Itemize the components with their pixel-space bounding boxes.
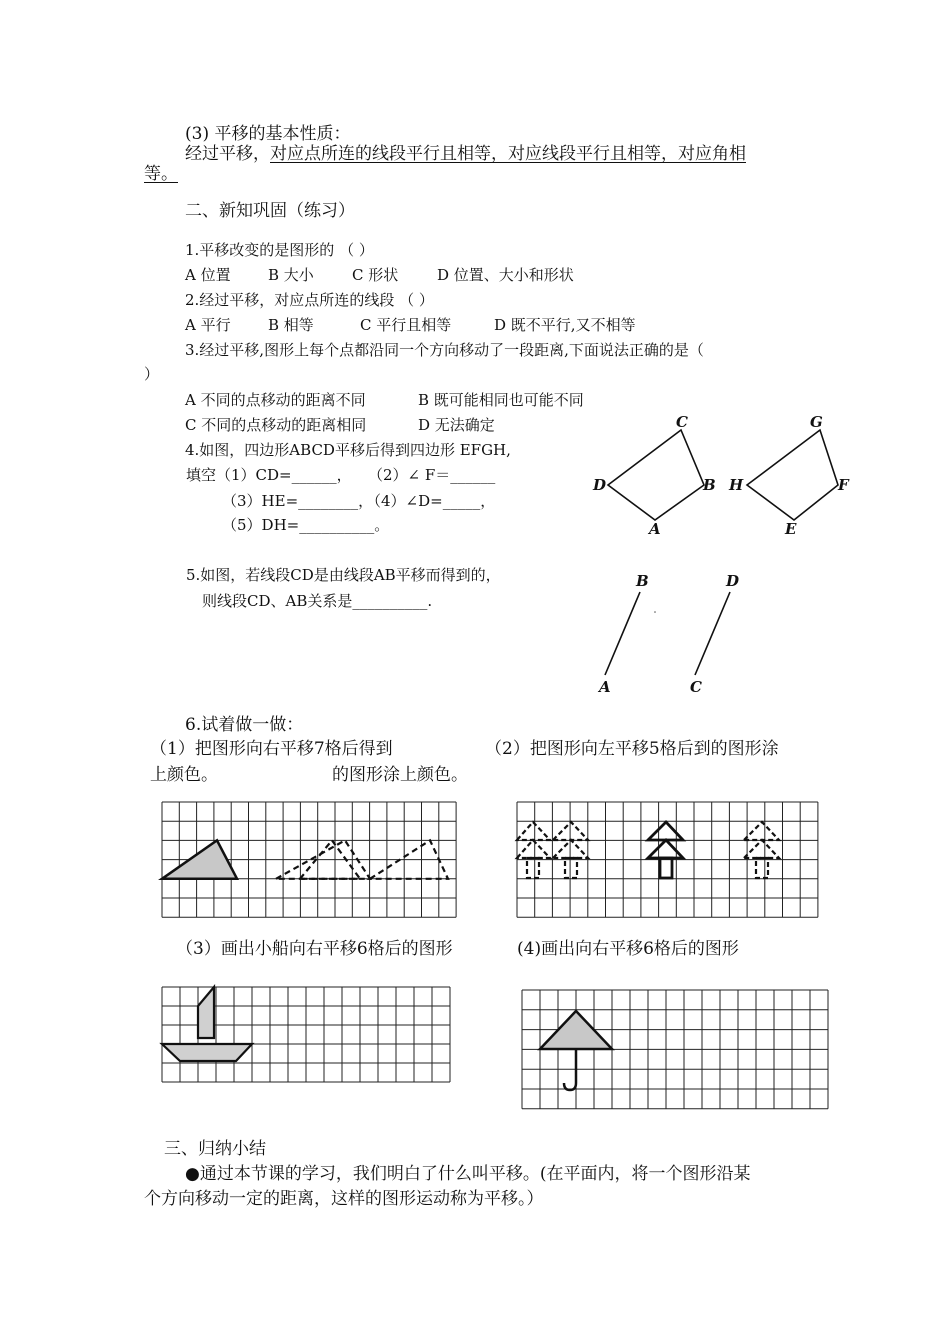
boat-sail bbox=[198, 987, 214, 1038]
try-p4: (4)画出向右平移6格后的图形 bbox=[517, 939, 739, 959]
q5-line2: 则线段CD、AB关系是__________. bbox=[202, 592, 433, 610]
q2-option-b: B 相等 bbox=[268, 316, 314, 334]
q4-fill4: （4）∠D=_____， bbox=[366, 492, 496, 510]
label-h: H bbox=[729, 476, 744, 494]
label-f: F bbox=[838, 476, 849, 494]
q3-text-cont: ） bbox=[144, 365, 160, 383]
summary-heading: 三、归纳小结 bbox=[164, 1139, 266, 1159]
tree-dashed-3 bbox=[744, 822, 779, 878]
q1-option-b: B 大小 bbox=[268, 266, 314, 284]
q3-option-a: A 不同的点移动的距离不同 bbox=[185, 391, 366, 409]
q3-option-b: B 既可能相同也可能不同 bbox=[418, 391, 584, 409]
q2-text: 2.经过平移，对应点所连的线段 （ ） bbox=[185, 291, 434, 309]
basic-property-heading: (3) 平移的基本性质： bbox=[185, 124, 351, 144]
label-d: D bbox=[593, 476, 607, 494]
grid-boat-exercise bbox=[160, 985, 455, 1085]
q4-line1: 4.如图，四边形ABCD平移后得到四边形 EFGH, bbox=[185, 441, 511, 459]
quadrilateral-figure bbox=[585, 410, 855, 540]
grid-tree-exercise bbox=[515, 800, 825, 920]
grid-triangle-exercise bbox=[160, 800, 465, 920]
q3-option-d: D 无法确定 bbox=[418, 416, 495, 434]
q4-fill5: （5）DH=__________。 bbox=[222, 516, 390, 534]
q4-fill1: 填空（1）CD=______， bbox=[186, 466, 352, 484]
q1-option-c: C 形状 bbox=[352, 266, 399, 284]
tree-original bbox=[648, 822, 683, 878]
q2-option-a: A 平行 bbox=[185, 316, 231, 334]
q2-option-c: C 平行且相等 bbox=[360, 316, 452, 334]
grid-umbrella-exercise bbox=[520, 988, 835, 1113]
boat-hull bbox=[162, 1044, 252, 1061]
q3-option-c: C 不同的点移动的距离相同 bbox=[185, 416, 367, 434]
label-e: E bbox=[785, 520, 797, 538]
q4-fill3: （3）HE=________， bbox=[222, 492, 374, 510]
try-p1-line1: （1）把图形向右平移7格后得到 bbox=[150, 739, 393, 759]
q2-option-d: D 既不平行,又不相等 bbox=[494, 316, 636, 334]
try-p3: （3）画出小船向右平移6格后的图形 bbox=[176, 939, 453, 959]
q1-option-d: D 位置、大小和形状 bbox=[437, 266, 574, 284]
try-p1-line2a: 上颜色。 bbox=[150, 765, 218, 785]
label-a: A bbox=[649, 520, 661, 538]
tree-dashed-1 bbox=[517, 822, 550, 878]
q5-line1: 5.如图，若线段CD是由线段AB平移而得到的， bbox=[186, 566, 501, 584]
basic-property-line2: 等。 bbox=[144, 164, 178, 184]
q4-fill2: （2）∠ F＝______ bbox=[368, 466, 496, 484]
try-p1-line2b: 的图形涂上颜色。 bbox=[332, 765, 468, 785]
q3-text: 3.经过平移,图形上每个点都沿同一个方向移动了一段距离,下面说法正确的是（ bbox=[185, 341, 704, 359]
practice-heading: 二、新知巩固（练习） bbox=[185, 201, 355, 221]
try-heading: 6.试着做一做： bbox=[185, 715, 304, 735]
label-c: C bbox=[690, 678, 702, 696]
label-b: B bbox=[636, 572, 649, 590]
line1-underlined: 对应点所连的线段平行且相等，对应线段平行且相等，对应角相 bbox=[270, 144, 746, 164]
summary-line2: 个方向移动一定的距离，这样的图形运动称为平移。） bbox=[144, 1189, 544, 1209]
quad-abcd bbox=[608, 430, 704, 520]
q1-text: 1.平移改变的是图形的 （ ） bbox=[185, 241, 374, 259]
basic-property-line1 bbox=[185, 146, 746, 163]
label-d: D bbox=[726, 572, 740, 590]
segment-cd bbox=[695, 592, 730, 675]
segment-ab bbox=[605, 592, 640, 675]
quad-efgh bbox=[747, 430, 838, 520]
label-b: B bbox=[703, 476, 716, 494]
q1-option-a: A 位置 bbox=[185, 266, 231, 284]
label-a: A bbox=[599, 678, 611, 696]
label-c: C bbox=[676, 413, 688, 431]
label-g: G bbox=[810, 413, 823, 431]
summary-line1: ●通过本节课的学习，我们明白了什么叫平移。(在平面内，将一个图形沿某 bbox=[185, 1164, 751, 1184]
try-p2-line1: （2）把图形向左平移5格后到的图形涂 bbox=[485, 739, 779, 759]
line1-plain: 经过平移， bbox=[185, 144, 270, 164]
segments-figure bbox=[590, 570, 760, 700]
